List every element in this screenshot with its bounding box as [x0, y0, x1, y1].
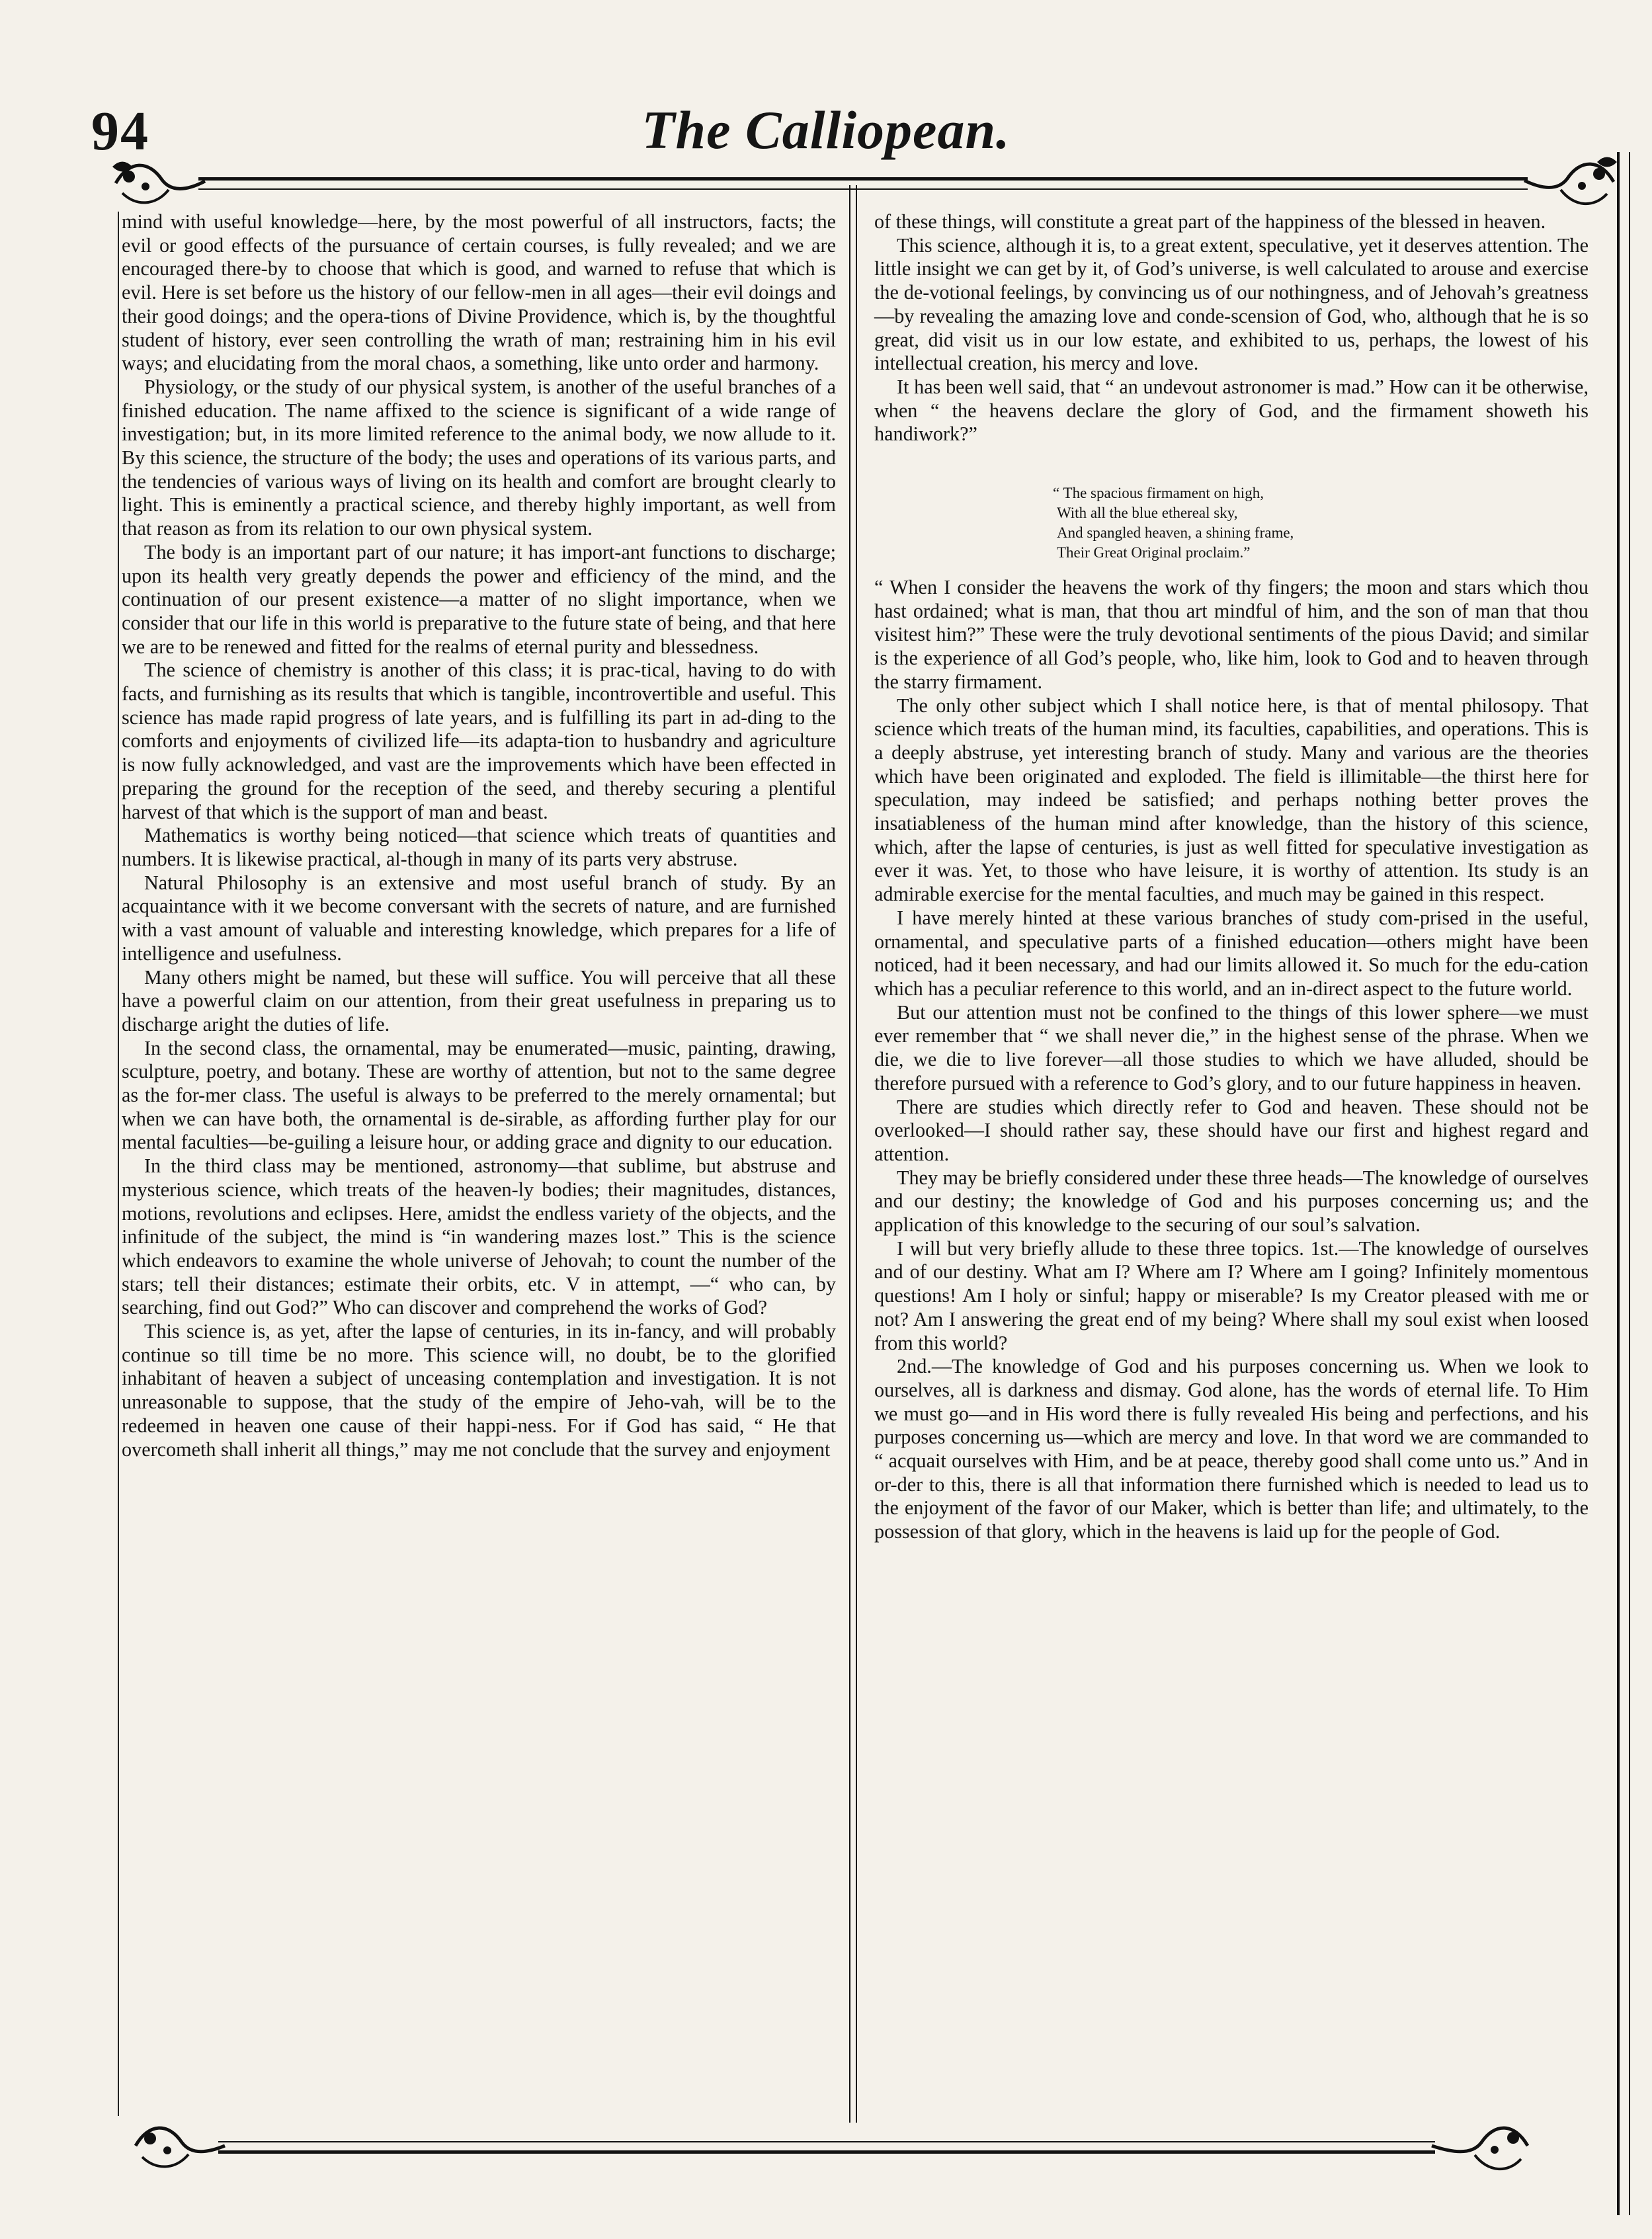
- poem-line: And spangled heaven, a shining frame,: [1057, 524, 1294, 542]
- paragraph: 2nd.—The knowledge of God and his purposes concerning us. When we look to ourselves, all is darkness and dismay. God alone, has the words of eternal life. To Him we must go—and in His word there is fully revealed His being and perfections, and his purposes concerning us—which are mercy and love. In that word we are commanded to “ acquait ourselves with Him, and be at peace, thereby good shall come unto us.” And in or-der to this, there is all that information there furnished which is needed to lead us to the enjoyment of the favor of our Maker, which is better than life; and ultimately, to the possession of that glory, which in the heavens is laid up for the people of God.: [874, 1355, 1589, 1543]
- left-flourish-ornament: [109, 153, 208, 213]
- paragraph: Mathematics is worthy being noticed—that science which treats of quantities and numbers. It is likewise practical, al-though in many of its parts very abstruse.: [122, 824, 836, 870]
- paragraph: There are studies which directly refer to God and heaven. These should not be overlooked—I should rather say, these should have our first and highest regard and attention.: [874, 1095, 1589, 1165]
- paragraph: I will but very briefly allude to these three topics. 1st.—The knowledge of ourselves and of our destiny. What am I? Where am I? Where am I going? Infinitely momentous questions! Am I holy or sinful; happy or miserable? Is my Creator pleased with me or not? Am I answering the great end of my being? Where shall my soul exist when loosed from this world?: [874, 1237, 1589, 1354]
- paragraph: Many others might be named, but these will suffice. You will perceive that all these have a powerful claim on our attention, from their great usefulness in preparing us to discharge aright the duties of life.: [122, 965, 836, 1036]
- top-double-rule: [198, 177, 1528, 190]
- paragraph: In the second class, the ornamental, may be enumerated—music, painting, drawing, sculpture, poetry, and botany. These are worthy of attention, but not to the same degree as the for-mer class. The useful is always to be preferred to the merely ornamental; but when we can have both, the ornamental is de-sirable, as affording further play for our mental faculties—be-guiling a leisure hour, or adding grace and dignity to our education.: [122, 1036, 836, 1154]
- bottom-left-flourish-ornament: [129, 2116, 228, 2176]
- paragraph: It has been well said, that “ an undevout astronomer is mad.” How can it be otherwise, when “ the heavens declare the glory of God, and the firmament showeth his handiwork?”: [874, 375, 1589, 446]
- masthead-title: The Calliopean.: [641, 100, 1011, 160]
- paragraph: This science is, as yet, after the lapse of centuries, in its in-fancy, and will probably continue so till time be no more. This science will, no doubt, be to the glorified inhabitant of heaven a subject of unceasing contemplation and investigation. It is not unreasonable to suppose, that the study of the empire of Jeho-vah, will be to the redeemed in heaven one cause of their happi-ness. For if God has said, “ He that overcometh shall inherit all things,” may me not conclude that the survey and enjoyment: [122, 1320, 836, 1461]
- paragraph: In the third class may be mentioned, astronomy—that sublime, but abstruse and mysterious science, which treats of the heaven-ly bodies; their magnitudes, distances, motions, revolutions and eclipses. Here, amidst the endless variety of the objects, and the infinitude of the subject, the mind is “in wandering mazes lost.” This is the science which endeavors to examine the whole universe of Jehovah; to count the number of the stars; tell their distances; estimate their orbits, etc. V in attempt, —“ who can, by searching, find out God?” Who can discover and comprehend the works of God?: [122, 1155, 836, 1319]
- paragraph: They may be briefly considered under these three heads—The knowledge of ourselves and our destiny; the knowledge of God and his purposes concerning us; and the application of this knowledge to the securing of our soul’s salvation.: [874, 1166, 1589, 1237]
- right-column: [874, 210, 1589, 1544]
- paragraph: mind with useful knowledge—here, by the most powerful of all instructors, facts; the evil or good effects of the pursuance of certain courses, is fully revealed; and we are encouraged there-by to choose that which is good, and warned to refuse that which is evil. Here is set before us the history of our fellow-men in all ages—their evil doings and their good doings; and the opera-tions of Divine Providence, which is, by the thoughtful student of history, ever seen controlling the wrath of man; restraining him in his evil ways; and elucidating from the moral chaos, a something, like unto order and harmony.: [122, 210, 836, 375]
- poem-line: Their Great Original proclaim.”: [1057, 544, 1251, 561]
- poem-quotation: [1053, 483, 1589, 563]
- column-divider-rule: [849, 185, 857, 2123]
- right-border-rule: [1617, 152, 1630, 2215]
- paragraph: The science of chemistry is another of this class; it is prac-tical, having to do with facts, and furnishing as its results that which is tangible, incontrovertible and useful. This science has made rapid progress of late years, and is fulfilling its part in ad-ding to the comforts and enjoyments of civilized life—its adapta-tion to husbandry and agriculture is now fully acknowledged, and vast are the improvements which have been effected in preparing the ground for the reception of the seed, and thereby securing a plentiful harvest of that which is the support of man and beast.: [122, 659, 836, 823]
- paragraph: Physiology, or the study of our physical system, is another of the useful branches of a finished education. The name affixed to the science is significant of a wide range of investigation; but, in its more limited reference to the animal body, we now allude to it. By this science, the structure of the body; the uses and operations of its various parts, and the tendencies of various ways of living on its health and comfort are brought clearly to light. This is eminently a practical science, and thereby highly important, as well from that reason as from its relation to our own physical system.: [122, 375, 836, 540]
- poem-line: “ The spacious firmament on high,: [1053, 485, 1264, 502]
- paragraph: This science, although it is, to a great extent, speculative, yet it deserves attention. The little insight we can get by it, of God’s universe, is well calculated to arouse and exercise the de-votional feelings, by convincing us of our nothingness, and of Jehovah’s greatness—by revealing the amazing love and conde-scension of God, who, although that he is so great, did visit us in our low estate, and exhibited to us, perhaps, the lowest of his intellectual creation, his mercy and love.: [874, 233, 1589, 375]
- paragraph: The only other subject which I shall notice here, is that of mental philosopy. That science which treats of the human mind, its faculties, capabilities, and operations. This is a deeply abstruse, yet interesting branch of study. Many and various are the theories which have been originated and exploded. The field is illimitable—the thirst here for speculation, may indeed be satisfied; and perhaps nothing better proves the insatiableness of the human mind after knowledge, than the history of this science, which, after the lapse of centuries, is just as well fitted for speculative investigation as ever it was. Yet, to those who have leisure, it is worthy of attention. Its study is an admirable exercise for the mental faculties, and much may be gained in this respect.: [874, 694, 1589, 906]
- bottom-right-flourish-ornament: [1428, 2113, 1534, 2179]
- paragraph: The body is an important part of our nature; it has import-ant functions to discharge; upon its health very greatly depends the power and efficiency of the mind, and the continuation of our present existence—a matter of no slight importance, when we consider that our life in this world is preparative to the future state of being, and that here we are to be renewed and fitted for the realms of eternal purity and blessedness.: [122, 540, 836, 658]
- paragraph: But our attention must not be confined to the things of this lower sphere—we must ever remember that “ we shall never die,” in the highest sense of the phrase. When we die, we die to live forever—all those studies to which we have alluded, should be therefore pursued with a reference to God’s glory, and to our future happiness in heaven.: [874, 1000, 1589, 1094]
- bottom-double-rule: [218, 2141, 1435, 2154]
- paragraph: of these things, will constitute a great part of the happiness of the blessed in heaven.: [874, 210, 1546, 233]
- right-flourish-ornament: [1521, 149, 1620, 215]
- left-column: [122, 210, 836, 1461]
- paragraph: I have merely hinted at these various branches of study com-prised in the useful, ornamental, and speculative parts of a finished education—others might have been noticed, had it been necessary, and had our limits allowed it. So much for the edu-cation which has a peculiar reference to this world, and an in-direct aspect to the future world.: [874, 906, 1589, 1000]
- paragraph: “ When I consider the heavens the work of thy fingers; the moon and stars which thou hast ordained; what is man, that thou art mindful of him, and the son of man that thou visitest him?” These were the truly devotional sentiments of the pious David; and similar is the experience of all God’s people, who, like him, look to God and to heaven through the starry firmament.: [874, 576, 1589, 693]
- page-number: 94: [91, 101, 149, 162]
- poem-line: With all the blue ethereal sky,: [1057, 505, 1238, 522]
- paragraph: Natural Philosophy is an extensive and most useful branch of study. By an acquaintance with it we become conversant with the secrets of nature, and are furnished with a vast amount of valuable and interesting knowledge, which prepares for a life of intelligence and usefulness.: [122, 871, 836, 965]
